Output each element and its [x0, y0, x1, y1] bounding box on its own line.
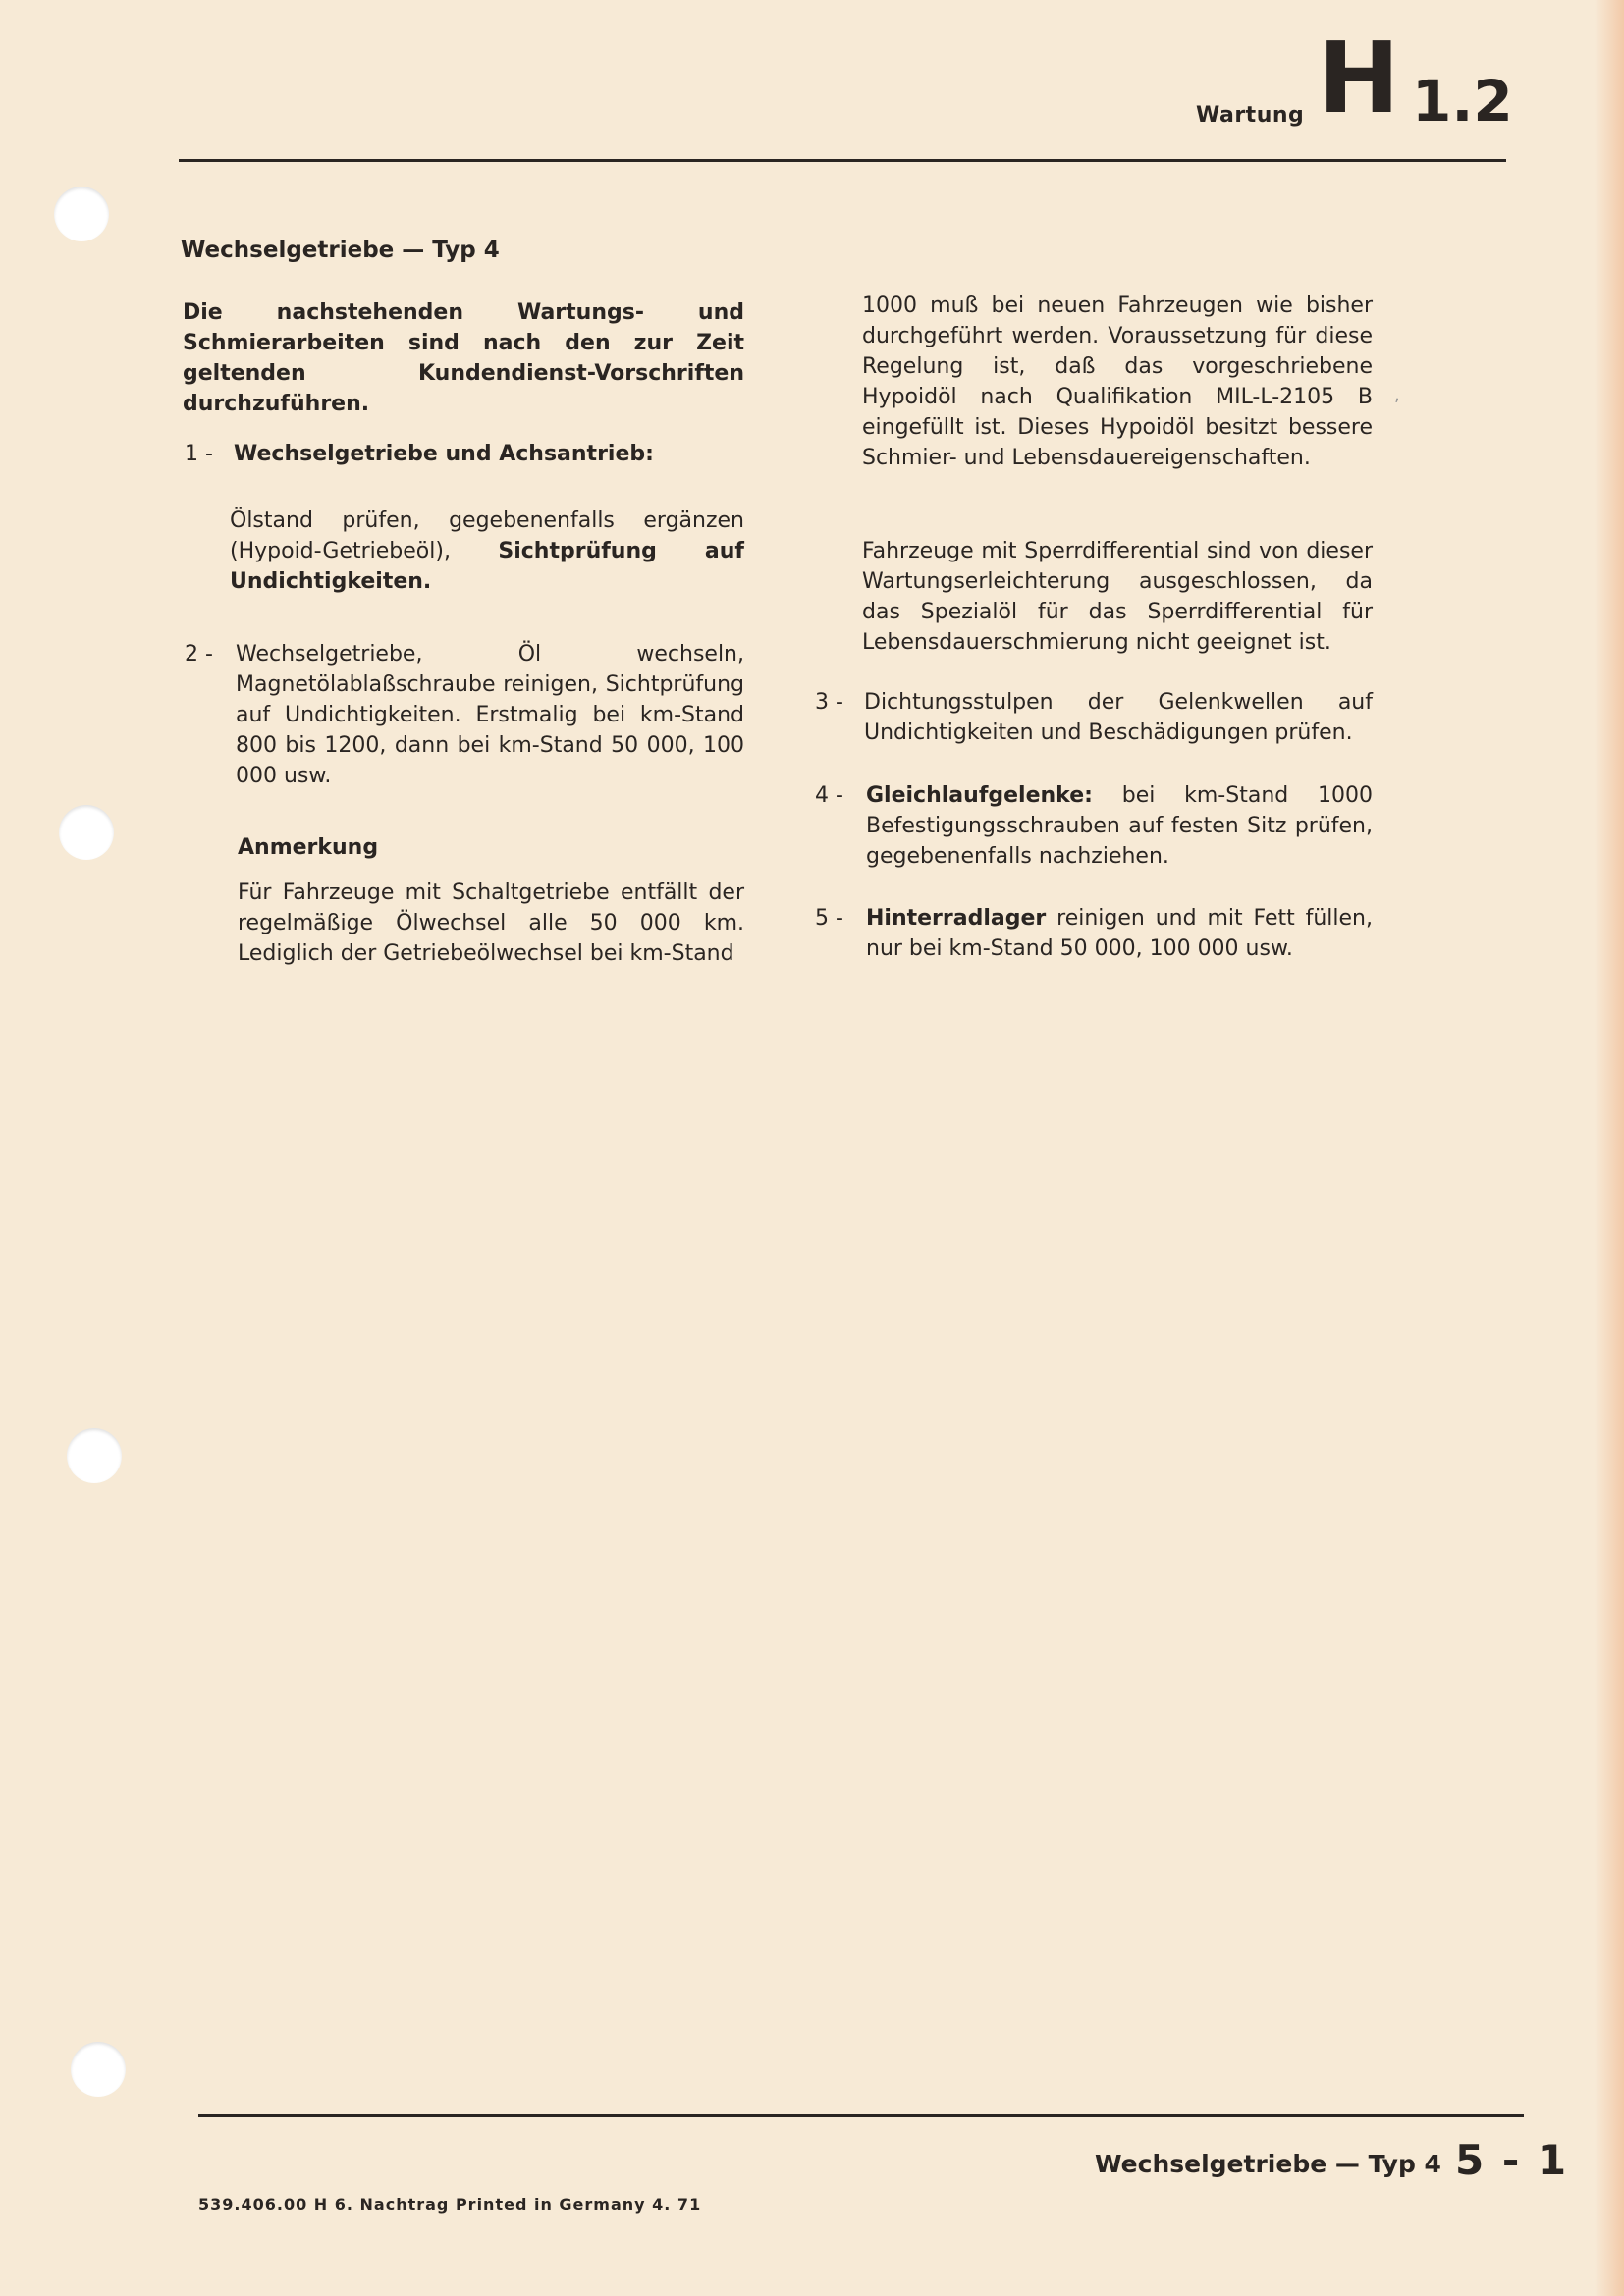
item-heading: Hinterradlager [866, 906, 1047, 931]
footer-rule [198, 2114, 1524, 2117]
footer-title: Wechselgetriebe — Typ 4 [1095, 2150, 1441, 2178]
item-text-normal: bei km-Stand 1000 Befestigungsschrauben auf festen Sitz prüfen, gegebenenfalls nachziehen. [866, 783, 1373, 869]
item-heading: Wechselgetriebe und Achsantrieb: [234, 442, 654, 466]
footer-code: 539.406.00 H 6. Nachtrag Printed in Germany 4. 71 [198, 2195, 702, 2214]
header-label: Wartung [1196, 103, 1305, 128]
item-text [230, 506, 744, 597]
header-section-number: 1.2 [1412, 68, 1513, 134]
item-number: 4 - [815, 783, 843, 808]
item-text-bold: Sichtprüfung auf Undichtigkeiten. [230, 539, 745, 594]
item-text [866, 780, 1373, 872]
section-title: Wechselgetriebe — Typ 4 [181, 238, 500, 263]
item-text-normal: Ölstand prüfen, gegebenenfalls ergänzen (Hypoid-Getriebeöl), [230, 508, 744, 563]
page-edge [1595, 0, 1624, 2296]
item-text: Dichtungsstulpen der Gelenkwellen auf Undichtigkeiten und Beschädigungen prüfen. [864, 690, 1373, 745]
punch-hole [67, 1428, 122, 1483]
item-heading: Gleichlaufgelenke: [866, 783, 1093, 808]
punch-hole [54, 187, 109, 241]
sperrdifferential-text: Fahrzeuge mit Sperrdifferential sind von dieser Wartungserleichterung ausgeschlossen, da das Spezialöl für das Sperrdifferential für Lebensdauerschmierung nicht geeignet ist. [862, 539, 1373, 655]
item-text-normal: reinigen und mit Fett füllen, nur bei km-Stand 50 000, 100 000 usw. [866, 906, 1373, 961]
item-number: 2 - [185, 642, 213, 667]
page-number: 5 - 1 [1455, 2136, 1569, 2184]
continuation-text: 1000 muß bei neuen Fahrzeugen wie bisher durchgeführt werden. Voraussetzung für diese Regelung ist, daß das vorgeschriebene Hypoidöl nach Qualifikation MIL-L-2105 B eingefüllt ist. Dieses Hypoidöl besitzt bessere Schmier- und Lebensdauereigenschaften. [862, 294, 1373, 470]
item-text [866, 903, 1373, 964]
item-number: 1 - [185, 442, 213, 466]
header-rule [179, 159, 1506, 162]
punch-hole [59, 805, 114, 860]
note-heading: Anmerkung [238, 835, 379, 860]
item-number: 5 - [815, 906, 843, 931]
note-text: Für Fahrzeuge mit Schaltgetriebe entfällt der regelmäßige Ölwechsel alle 50 000 km. Lediglich der Getriebeölwechsel bei km-Stand [238, 881, 744, 966]
punch-hole [71, 2042, 126, 2097]
header-section-letter: H [1318, 21, 1400, 135]
item-number: 3 - [815, 690, 843, 715]
intro-text: Die nachstehenden Wartungs- und Schmierarbeiten sind nach den zur Zeit geltenden Kundendienst-Vorschriften durchzuführen. [183, 300, 744, 416]
stray-mark: , [1394, 385, 1400, 405]
item-text: Wechselgetriebe, Öl wechseln, Magnetölablaßschraube reinigen, Sichtprüfung auf Undichtigkeiten. Erstmalig bei km-Stand 800 bis 1200, dann bei km-Stand 50 000, 100 000 usw. [236, 642, 744, 788]
